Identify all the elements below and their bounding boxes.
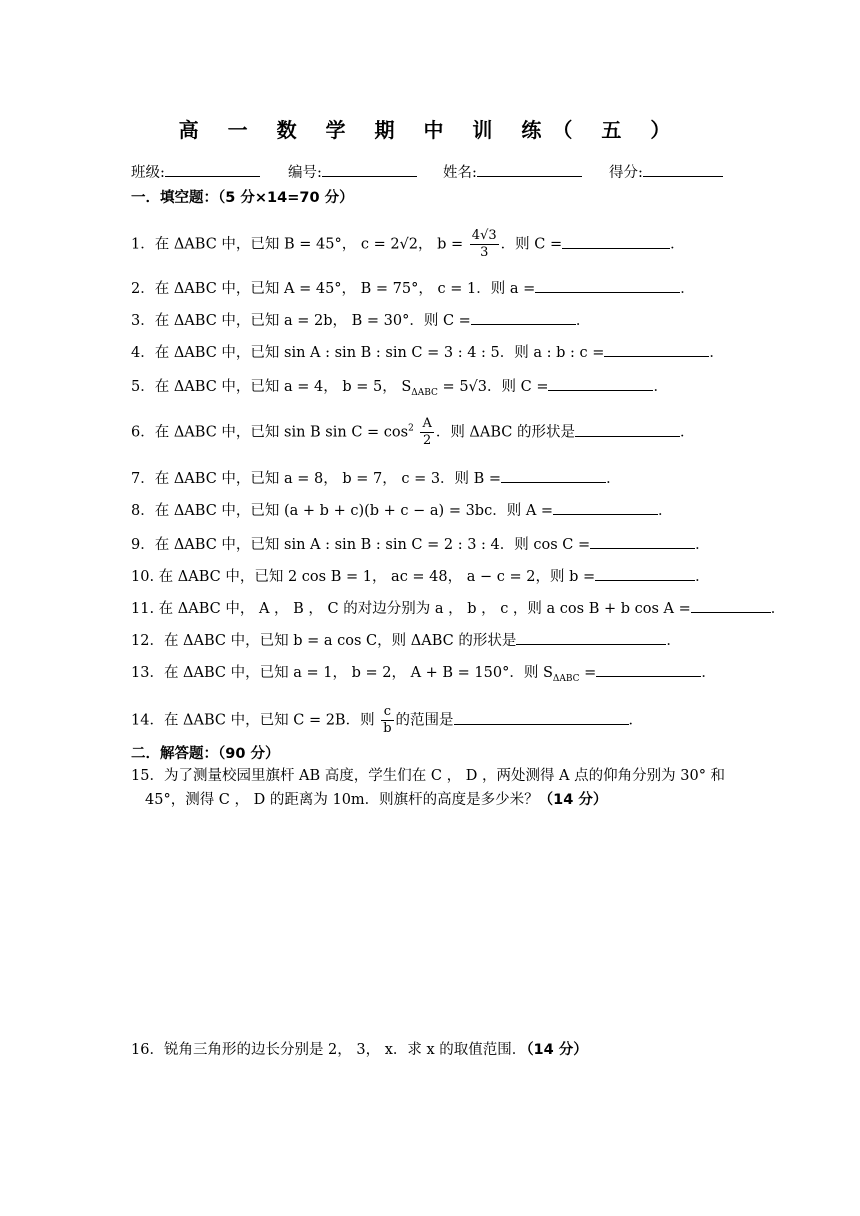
q5-tail: = 5√3．则 C =: [437, 379, 549, 395]
q10-blank: [595, 566, 695, 581]
question-7: 7．在 ΔABC 中，已知 a = 8， b = 7， c = 3．则 B = ．: [131, 468, 621, 489]
page-title: 高 一 数 学 期 中 训 练（ 五 ）: [178, 118, 682, 142]
q16-text: 16．锐角三角形的边长分别是 2， 3， x．求 x 的取值范围．: [131, 1042, 527, 1058]
class-blank: [165, 162, 260, 177]
q13-subscript: ΔABC: [552, 673, 580, 684]
number-label: 编号:: [288, 165, 322, 181]
q1-numerator: 4√3: [471, 228, 497, 243]
q14-numerator: c: [381, 704, 393, 721]
q6-superscript: 2: [408, 423, 414, 434]
q15-text: 45°，测得 C ， D 的距离为 10m．则旗杆的高度是多少米？: [145, 792, 539, 808]
q14-text: 14．在 ΔABC 中，已知 C = 2B．则: [131, 712, 375, 729]
q1-blank: [562, 234, 670, 249]
score-field: [609, 162, 723, 183]
q6-fraction: [420, 416, 433, 449]
question-8: 8．在 ΔABC 中，已知 (a + b + c)(b + c − a) = 3bc．则 A = ．: [131, 500, 673, 521]
q7-blank: [501, 468, 606, 483]
q5-blank: [548, 376, 653, 391]
q13-blank: [596, 662, 701, 677]
question-14: 14．在 ΔABC 中，已知 C = 2B．则 $\frac{c}{b}$ 的范围是 ．: [131, 704, 644, 736]
q7-text: 7．在 ΔABC 中，已知 a = 8， b = 7， c = 3．则 B =: [131, 471, 502, 487]
q11-text: 11. 在 ΔABC 中， A ， B ， C 的对边分别为 a ， b ， c ，则 a cos B + b cos A =: [131, 601, 691, 617]
q1-denominator: 3: [480, 245, 489, 260]
q1-tail: ．则 C =: [500, 236, 563, 253]
q13-tail: =: [579, 665, 597, 681]
question-6: 6．在 ΔABC 中，已知 sin B $\sin C = \cos^2$ $\frac{A}{2}$ ．则 ΔABC 的形状是 ．: [131, 416, 695, 448]
q1-fraction: [470, 228, 499, 261]
q1-text: 1．在 ΔABC 中，已知 B = 45°， c = 2√2， b =: [131, 236, 464, 253]
q5-subscript: ΔABC: [411, 387, 438, 398]
question-5: 5．在 ΔABC 中，已知 a = 4， b = 5， $S_{\Delta ABC} = 5√3$．则 C = ．: [131, 376, 668, 403]
question-13: 13．在 ΔABC 中，已知 a = 1， b = 2， A + B = 150°．则 $S_{\Delta ABC}$ = ．: [131, 662, 716, 689]
score-label: 得分:: [609, 165, 643, 181]
q6-tail: ．则 ΔABC 的形状是: [435, 424, 576, 441]
q12-text: 12．在 ΔABC 中，已知 b = a cos C，则 ΔABC 的形状是: [131, 633, 517, 649]
q12-blank: [516, 630, 666, 645]
q4-blank: [604, 342, 709, 357]
number-field: [288, 162, 417, 183]
number-blank: [322, 162, 417, 177]
question-10: 10. 在 ΔABC 中，已知 2 cos B = 1， ac = 48， a − c = 2，则 b = ．: [131, 566, 710, 587]
score-blank: [643, 162, 723, 177]
q6-blank: [575, 422, 680, 437]
question-2: 2．在 ΔABC 中，已知 A = 45°， B = 75°， c = 1．则 a = ．: [131, 278, 695, 299]
question-9: 9．在 ΔABC 中，已知 sin A : sin B : sin C = 2 : 3 : 4．则 cos C = ．: [131, 534, 710, 555]
q6-denominator: 2: [422, 433, 432, 448]
q2-blank: [535, 278, 680, 293]
name-blank: [477, 162, 582, 177]
class-field: [131, 162, 260, 183]
q10-text: 10. 在 ΔABC 中，已知 2 cos B = 1， ac = 48， a − c = 2，则 b =: [131, 569, 596, 585]
q11-blank: [691, 598, 771, 613]
q13-text: 13．在 ΔABC 中，已知 a = 1， b = 2， A + B = 150°．则 S: [131, 665, 553, 681]
q9-text: 9．在 ΔABC 中，已知 sin A : sin B : sin C = 2 : 3 : 4．则 cos C =: [131, 537, 591, 553]
q5-text: 5．在 ΔABC 中，已知 a = 4， b = 5， S: [131, 379, 412, 395]
q14-fraction: [381, 704, 393, 737]
q3-blank: [471, 310, 576, 325]
question-11: 11. 在 ΔABC 中， A ， B ， C 的对边分别为 a ， b ， c ，则 a cos B + b cos A = ．: [131, 598, 785, 619]
question-16: [131, 1040, 588, 1060]
q14-tail: 的范围是: [395, 712, 454, 729]
q14-denominator: b: [383, 721, 392, 736]
question-12: 12．在 ΔABC 中，已知 b = a cos C，则 ΔABC 的形状是 ．: [131, 630, 681, 651]
q2-text: 2．在 ΔABC 中，已知 A = 45°， B = 75°， c = 1．则 a =: [131, 281, 536, 297]
q8-text: 8．在 ΔABC 中，已知 (a + b + c)(b + c − a) = 3bc．则 A =: [131, 503, 554, 519]
q15-points: （14 分）: [538, 792, 608, 808]
question-3: 3．在 ΔABC 中，已知 a = 2b， B = 30°．则 C = ．: [131, 310, 590, 331]
class-label: 班级:: [131, 165, 165, 181]
section-fill-blank-heading: 一．填空题：（5 分×14=70 分）: [131, 190, 354, 206]
q14-blank: [454, 710, 629, 725]
q6-text: 6．在 ΔABC 中，已知 sin B sin C = cos: [131, 424, 409, 441]
name-label: 姓名:: [443, 165, 477, 181]
question-4: 4．在 ΔABC 中，已知 sin A : sin B : sin C = 3 : 4 : 5．则 a : b : c = ．: [131, 342, 724, 363]
name-field: [443, 162, 582, 183]
q3-text: 3．在 ΔABC 中，已知 a = 2b， B = 30°．则 C =: [131, 313, 471, 329]
section-answer-heading: 二．解答题：（90 分）: [131, 746, 280, 762]
question-15-line2: [145, 790, 607, 810]
q9-blank: [590, 534, 695, 549]
q8-blank: [553, 500, 658, 515]
q16-points: （14 分）: [526, 1042, 588, 1058]
question-1: 1．在 ΔABC 中，已知 B = 45°， c = 2√2， b = $\frac{4√3}{3}$ ．则 C = ．: [131, 228, 685, 260]
q4-text: 4．在 ΔABC 中，已知 sin A : sin B : sin C = 3 : 4 : 5．则 a : b : c =: [131, 345, 605, 361]
question-15-line1: 15．为了测量校园里旗杆 AB 高度，学生们在 C ， D ，两处测得 A 点的仰角分别为 30° 和: [131, 768, 726, 784]
q6-numerator: A: [422, 416, 432, 431]
